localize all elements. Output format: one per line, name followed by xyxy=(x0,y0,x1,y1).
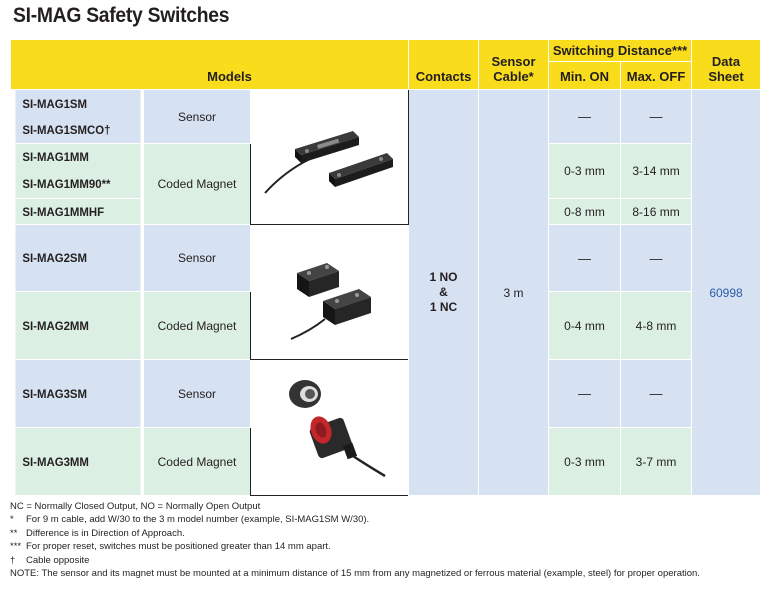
product-image-mag1 xyxy=(251,90,409,225)
max-off-cell: — xyxy=(621,225,692,292)
footnotes xyxy=(10,500,700,580)
min-on-cell: — xyxy=(549,360,621,428)
footnote-4: † Cable opposite xyxy=(10,554,90,566)
max-off-cell: 4-8 mm xyxy=(621,292,692,360)
table-cell-type: Sensor xyxy=(144,360,251,428)
table-cell-model: SI-MAG1MM SI-MAG1MM90** xyxy=(14,144,140,199)
header-min-on: Min. ON xyxy=(549,62,621,90)
max-off-cell: 3-7 mm xyxy=(621,428,692,496)
table-cell-model: SI-MAG1SM SI-MAG1SMCO† xyxy=(14,90,140,144)
header-sensor-cable: Sensor Cable* xyxy=(479,40,549,90)
page-title: SI-MAG Safety Switches xyxy=(13,4,230,27)
min-on-cell: — xyxy=(549,225,621,292)
header-max-off: Max. OFF xyxy=(621,62,692,90)
table-cell-model: SI-MAG2SM xyxy=(14,225,140,292)
min-on-cell: 0-3 mm xyxy=(549,144,621,199)
footnote-1: * For 9 m cable, add W/30 to the 3 m model number (example, SI-MAG1SM W/30). xyxy=(10,514,370,526)
table-cell-type: Sensor xyxy=(144,225,251,292)
footnote-2: ** Difference is in Direction of Approach. xyxy=(10,527,185,539)
header-switching-distance: Switching Distance*** xyxy=(549,40,692,62)
product-image-mag2 xyxy=(251,225,409,360)
sensor-cable-cell: 3 m xyxy=(479,90,549,496)
max-off-cell: 8-16 mm xyxy=(621,199,692,225)
table-cell-model: SI-MAG3MM xyxy=(14,428,140,496)
max-off-cell: — xyxy=(621,90,692,144)
min-on-cell: 0-3 mm xyxy=(549,428,621,496)
footnote-abbrev: NC = Normally Closed Output, NO = Normally Open Output xyxy=(10,501,261,512)
rectangular-sensor-and-magnet-image xyxy=(255,101,405,211)
table-cell-type: Coded Magnet xyxy=(144,428,251,496)
header-data-sheet: Data Sheet xyxy=(692,40,761,90)
footnote-3: *** For proper reset, switches must be positioned greater than 14 mm apart. xyxy=(10,541,331,553)
header-contacts: Contacts xyxy=(409,40,479,90)
table-cell-model: SI-MAG1MMHF xyxy=(14,199,140,225)
max-off-cell: 3-14 mm xyxy=(621,144,692,199)
product-image-mag3 xyxy=(251,360,409,496)
max-off-cell: — xyxy=(621,360,692,428)
header-models: Models xyxy=(11,40,409,90)
table-cell-model: SI-MAG2MM xyxy=(14,292,140,360)
min-on-cell: 0-4 mm xyxy=(549,292,621,360)
footnote-note: NOTE: The sensor and its magnet must be mounted at a minimum distance of 15 mm from any magnetized or ferrous material (example, steel) for proper operation. xyxy=(10,568,700,580)
data-sheet-link[interactable]: 60998 xyxy=(692,90,761,496)
spec-table xyxy=(10,39,761,496)
table-cell-type: Coded Magnet xyxy=(144,144,251,225)
min-on-cell: — xyxy=(549,90,621,144)
contacts-cell: 1 NO & 1 NC xyxy=(409,90,479,496)
min-on-cell: 0-8 mm xyxy=(549,199,621,225)
table-cell-model: SI-MAG3SM xyxy=(14,360,140,428)
compact-block-sensor-and-magnet-image xyxy=(255,231,405,351)
table-cell-type: Sensor xyxy=(144,90,251,144)
cylindrical-sensor-and-magnet-image xyxy=(255,364,405,489)
table-cell-type: Coded Magnet xyxy=(144,292,251,360)
